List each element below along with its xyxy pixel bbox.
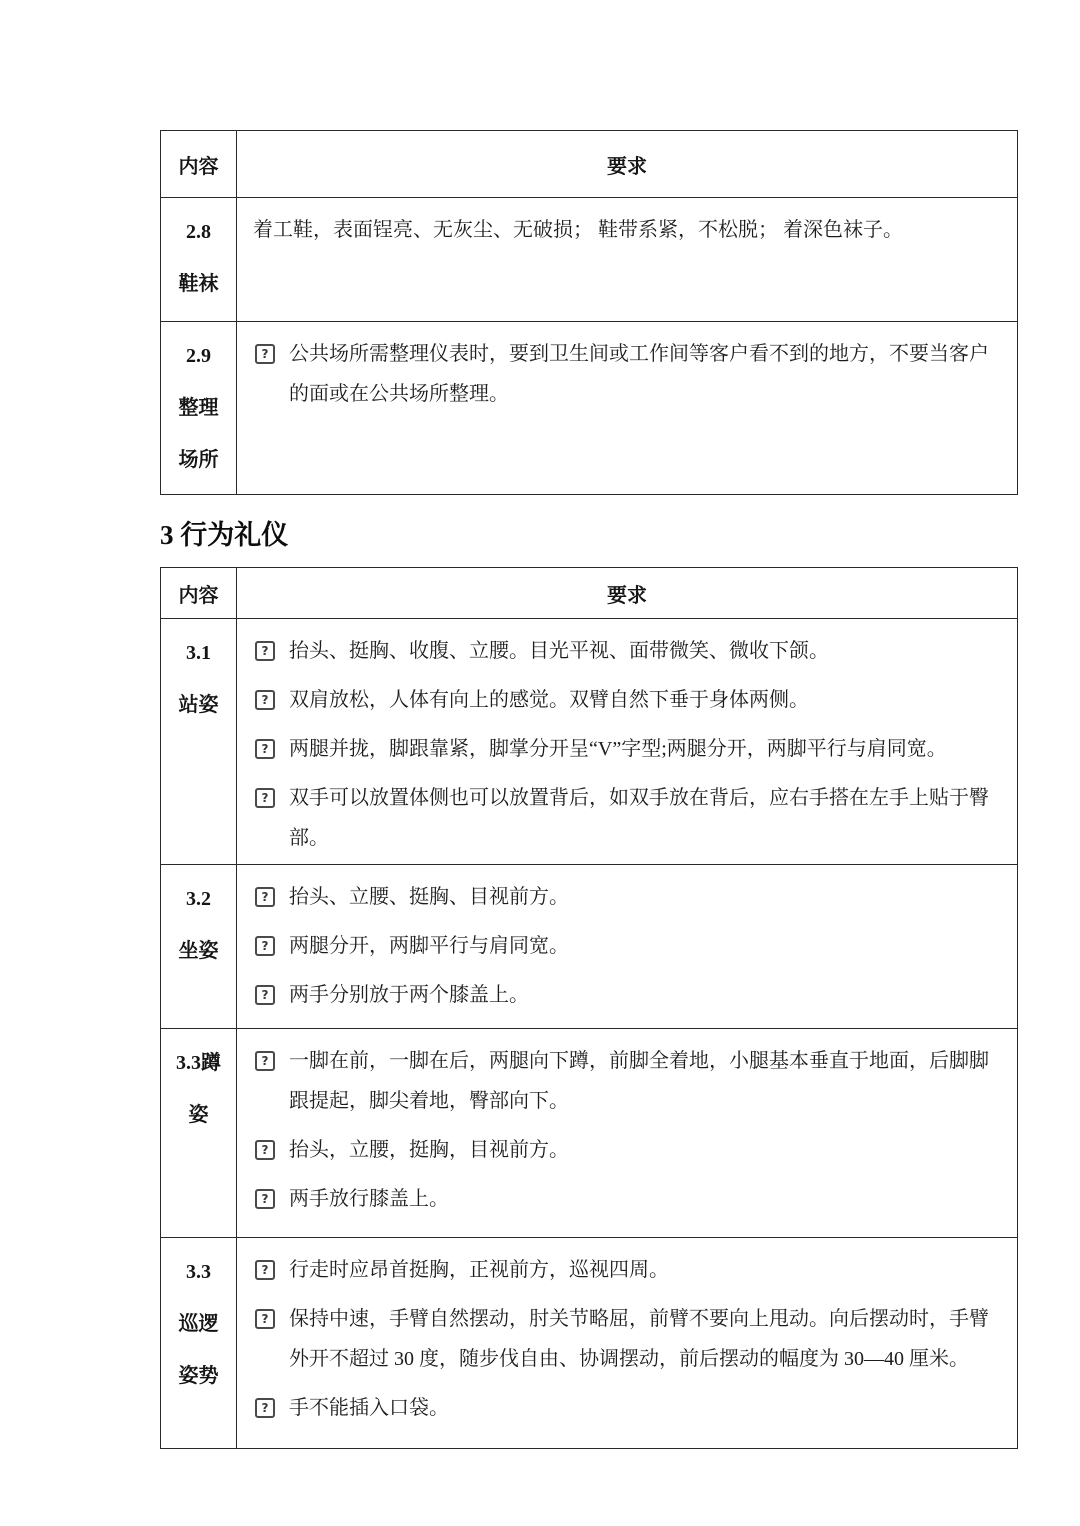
- requirements-table: [160, 567, 1018, 1449]
- row-label-line: 站姿: [178, 694, 219, 716]
- requirement-text: 两手分别放于两个膝盖上。: [289, 984, 529, 1006]
- checkbox-icon: ?: [255, 1309, 275, 1329]
- requirement-item: [253, 210, 1003, 250]
- requirement-text: 两腿分开，两脚平行与肩同宽。: [289, 935, 569, 957]
- requirement-item: [253, 926, 1003, 966]
- requirement-item: [253, 334, 1003, 414]
- row-label: [161, 1029, 237, 1238]
- row-label: [161, 322, 237, 495]
- requirement-text: 双肩放松，人体有向上的感觉。双臂自然下垂于身体两侧。: [289, 689, 809, 711]
- table-header-content: 内容: [161, 131, 237, 198]
- requirements-table: [160, 130, 1018, 495]
- requirement-item: [253, 631, 1003, 671]
- row-requirements: [237, 1238, 1018, 1449]
- row-label-line: 3.2: [186, 888, 211, 910]
- row-label: [161, 1238, 237, 1449]
- checkbox-icon: ?: [255, 739, 275, 759]
- requirement-text: 两腿并拢，脚跟靠紧，脚掌分开呈“V”字型;两腿分开，两脚平行与肩同宽。: [289, 738, 947, 760]
- checkbox-icon: ?: [255, 1051, 275, 1071]
- table-header-content: 内容: [161, 568, 237, 619]
- row-label-line: 巡逻: [178, 1313, 219, 1335]
- table-row: [161, 619, 1018, 865]
- table-header-row: [161, 568, 1018, 619]
- row-label-line: 3.3蹲: [176, 1052, 221, 1074]
- row-label-line: 姿势: [178, 1365, 219, 1387]
- etiquette-table-1-slot: [160, 130, 1018, 495]
- checkbox-icon: ?: [255, 641, 275, 661]
- requirement-item: [253, 877, 1003, 917]
- table-row: [161, 1238, 1018, 1449]
- row-label-line: 3.3: [186, 1261, 211, 1283]
- checkbox-icon: ?: [255, 887, 275, 907]
- row-label-line: 整理: [178, 397, 219, 419]
- checkbox-icon: ?: [255, 985, 275, 1005]
- requirement-text: 两手放行膝盖上。: [289, 1188, 449, 1210]
- row-label: [161, 865, 237, 1029]
- requirement-item: [253, 1388, 1003, 1428]
- requirement-item: [253, 975, 1003, 1015]
- row-label: [161, 198, 237, 322]
- table-row: [161, 198, 1018, 322]
- etiquette-table-2-slot: [160, 567, 1018, 1449]
- row-label-line: 2.9: [186, 345, 211, 367]
- requirement-text: 一脚在前，一脚在后，两腿向下蹲，前脚全着地，小腿基本垂直于地面，后脚脚跟提起，脚尖着地，臀部向下。: [289, 1050, 989, 1112]
- table-header-requirement: 要求: [237, 568, 1018, 619]
- row-requirements: [237, 619, 1018, 865]
- requirement-text: 手不能插入口袋。: [289, 1397, 449, 1419]
- checkbox-icon: ?: [255, 1398, 275, 1418]
- row-label-line: 姿: [188, 1104, 209, 1126]
- requirement-text: 抬头、立腰、挺胸、目视前方。: [289, 886, 569, 908]
- requirement-item: [253, 1041, 1003, 1121]
- requirement-text: 行走时应昂首挺胸，正视前方，巡视四周。: [289, 1259, 669, 1281]
- checkbox-icon: ?: [255, 1189, 275, 1209]
- table-row: [161, 865, 1018, 1029]
- checkbox-icon: ?: [255, 936, 275, 956]
- row-requirements: [237, 322, 1018, 495]
- row-label-line: 鞋袜: [178, 273, 219, 295]
- checkbox-icon: ?: [255, 1260, 275, 1280]
- requirement-item: [253, 680, 1003, 720]
- section-heading: 3 行为礼仪: [160, 520, 289, 550]
- row-label-line: 场所: [178, 449, 219, 471]
- requirement-item: [253, 729, 1003, 769]
- table-header-requirement: 要求: [237, 131, 1018, 198]
- row-label: [161, 619, 237, 865]
- requirement-item: [253, 1299, 1003, 1379]
- requirement-item: [253, 1130, 1003, 1170]
- row-requirements: [237, 1029, 1018, 1238]
- requirement-text: 抬头，立腰，挺胸，目视前方。: [289, 1139, 569, 1161]
- row-label-line: 坐姿: [178, 940, 219, 962]
- row-requirements: [237, 198, 1018, 322]
- requirement-text: 着工鞋，表面锃亮、无灰尘、无破损； 鞋带系紧，不松脱； 着深色袜子。: [253, 219, 903, 241]
- table-row: [161, 322, 1018, 495]
- row-label-line: 3.1: [186, 642, 211, 664]
- requirement-item: [253, 778, 1003, 858]
- checkbox-icon: ?: [255, 344, 275, 364]
- requirement-item: [253, 1179, 1003, 1219]
- requirement-text: 双手可以放置体侧也可以放置背后，如双手放在背后，应右手搭在左手上贴于臀部。: [289, 787, 989, 849]
- table-header-row: [161, 131, 1018, 198]
- checkbox-icon: ?: [255, 690, 275, 710]
- checkbox-icon: ?: [255, 788, 275, 808]
- table-row: [161, 1029, 1018, 1238]
- requirement-text: 抬头、挺胸、收腹、立腰。目光平视、面带微笑、微收下颌。: [289, 640, 829, 662]
- checkbox-icon: ?: [255, 1140, 275, 1160]
- requirement-text: 公共场所需整理仪表时，要到卫生间或工作间等客户看不到的地方，不要当客户的面或在公共场所整理。: [289, 343, 989, 405]
- row-requirements: [237, 865, 1018, 1029]
- row-label-line: 2.8: [186, 221, 211, 243]
- requirement-item: [253, 1250, 1003, 1290]
- requirement-text: 保持中速，手臂自然摆动，肘关节略屈，前臂不要向上甩动。向后摆动时，手臂外开不超过 30 度，随步伐自由、协调摆动，前后摆动的幅度为 30—40 厘米。: [289, 1308, 989, 1370]
